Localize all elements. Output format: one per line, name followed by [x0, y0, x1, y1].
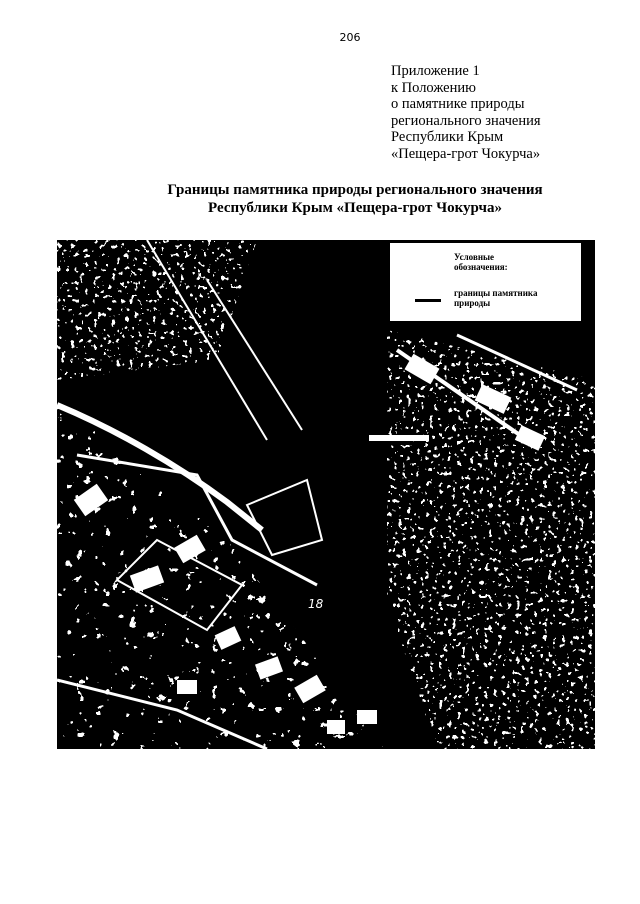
legend-boundary-line-1: границы памятника — [454, 288, 538, 298]
legend-title-line-2: обозначения: — [454, 262, 508, 272]
legend-boundary-line-2: природы — [454, 298, 491, 308]
appendix-line: о памятнике природы — [391, 96, 525, 113]
title-line-2: Республики Крым «Пещера-грот Чокурча» — [208, 200, 502, 216]
appendix-note — [391, 63, 631, 163]
boundary-marker — [369, 435, 429, 441]
map-legend — [389, 242, 582, 322]
title-line-1: Границы памятника природы регионального значения — [167, 182, 543, 198]
plot-number-label: 18 — [308, 597, 324, 611]
boundary-line-symbol — [415, 299, 441, 302]
appendix-line: регионального значения — [391, 112, 541, 129]
appendix-line: «Пещера-грот Чокурча» — [391, 145, 541, 162]
legend-title-line-1: Условные — [454, 252, 495, 262]
document-title — [100, 181, 610, 217]
appendix-line: Республики Крым — [391, 129, 504, 146]
legend-title — [454, 252, 574, 272]
legend-boundary-label — [454, 288, 574, 308]
appendix-line: Приложение 1 — [391, 63, 480, 79]
page-number: 206 — [339, 31, 361, 44]
appendix-line: к Положению — [391, 79, 476, 96]
